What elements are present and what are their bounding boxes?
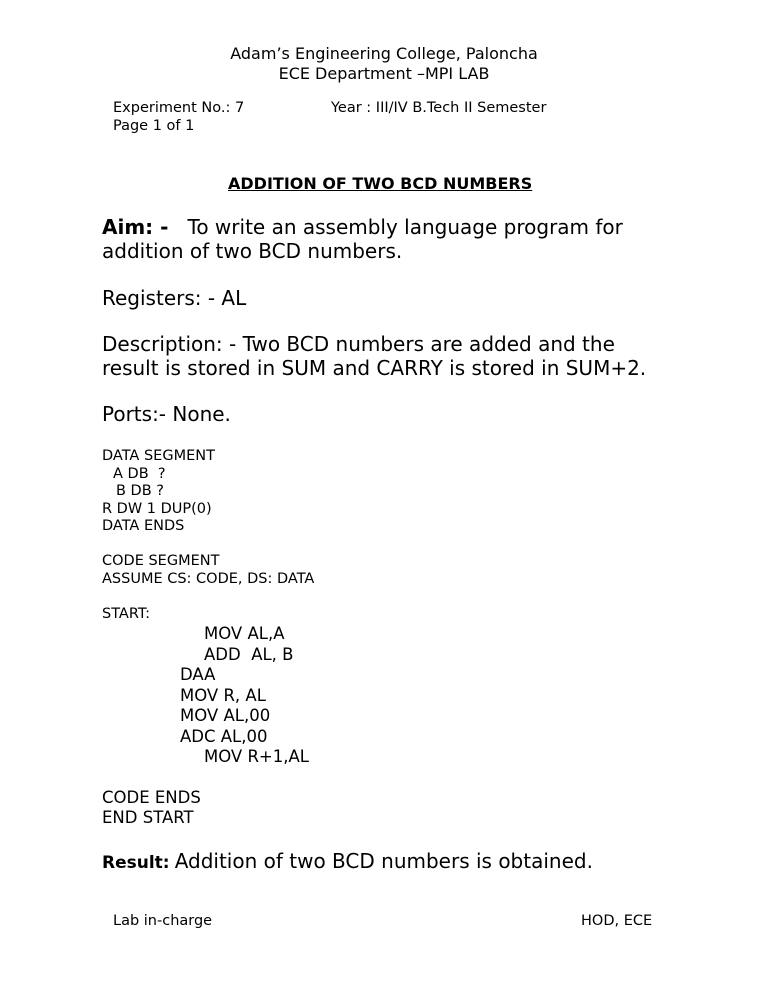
result-text: Addition of two BCD numbers is obtained.	[174, 849, 593, 873]
code-line: MOV AL,A	[204, 624, 285, 643]
code-line: ADC AL,00	[180, 727, 268, 746]
ports-text: Ports:- None.	[102, 402, 231, 426]
experiment-number: Experiment No.: 7	[113, 100, 245, 116]
code-line: A DB ?	[113, 466, 166, 482]
year-semester: Year : III/IV B.Tech II Semester	[331, 100, 547, 116]
page-number: Page 1 of 1	[113, 118, 195, 134]
college-name: Adam’s Engineering College, Paloncha	[230, 44, 538, 63]
code-line: MOV AL,00	[180, 706, 271, 725]
code-line: START:	[102, 606, 151, 622]
registers-text: Registers: - AL	[102, 286, 247, 310]
code-line: ADD AL, B	[204, 645, 294, 664]
hod-signature-label: HOD, ECE	[581, 913, 653, 929]
aim-label: Aim: -	[102, 215, 169, 239]
code-line: END START	[102, 808, 194, 827]
code-line: DAA	[180, 665, 216, 684]
department-name: ECE Department –MPI LAB	[278, 64, 490, 83]
result-label: Result:	[102, 853, 170, 873]
description-line-2: result is stored in SUM and CARRY is stored in SUM+2.	[102, 356, 647, 380]
aim-line-1	[102, 215, 623, 239]
code-line: MOV R, AL	[180, 686, 266, 705]
code-line: MOV R+1,AL	[204, 747, 309, 766]
code-line: CODE SEGMENT	[102, 553, 220, 569]
result-line	[102, 849, 593, 873]
document-title: ADDITION OF TWO BCD NUMBERS	[228, 174, 533, 193]
code-line: DATA ENDS	[102, 518, 185, 534]
aim-line-2: addition of two BCD numbers.	[102, 239, 403, 263]
code-line: CODE ENDS	[102, 788, 201, 807]
code-line: B DB ?	[116, 483, 164, 499]
code-line: DATA SEGMENT	[102, 448, 215, 464]
code-line: R DW 1 DUP(0)	[102, 501, 212, 517]
aim-text-1: To write an assembly language program for	[187, 215, 623, 239]
lab-in-charge-signature-label: Lab in-charge	[113, 913, 213, 929]
code-line: ASSUME CS: CODE, DS: DATA	[102, 571, 315, 587]
description-line-1: Description: - Two BCD numbers are added and the	[102, 332, 615, 356]
